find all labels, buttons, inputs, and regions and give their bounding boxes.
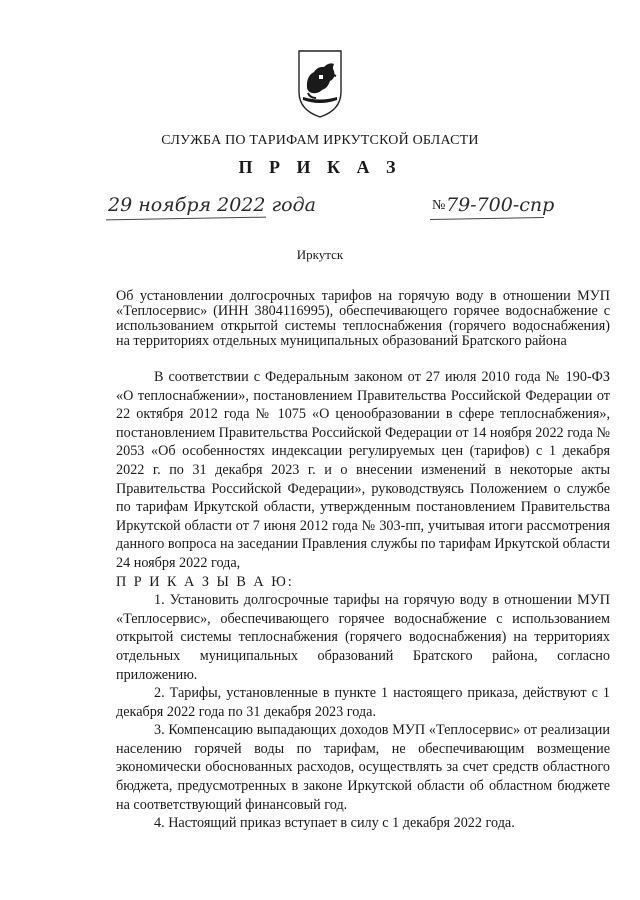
order-item-1: 1. Установить долгосрочные тарифы на горячую воду в отношении МУП «Теплосервис», обеспечивающего горячее водоснабжение с использованием открытой системы теплоснабжения (горячего водоснабжения) на территориях отдельных муниципальных образований Братского района, согласно приложению. bbox=[116, 592, 610, 683]
handwritten-date: 29 ноября 2022 года bbox=[108, 194, 316, 216]
document-body bbox=[116, 368, 610, 833]
date-underline bbox=[106, 217, 266, 221]
order-word: П Р И К А З Ы В А Ю: bbox=[116, 573, 294, 590]
organization-name: СЛУЖБА ПО ТАРИФАМ ИРКУТСКОЙ ОБЛАСТИ bbox=[161, 133, 479, 148]
document-type-title: П Р И К А З bbox=[238, 157, 402, 177]
number-sign: № bbox=[432, 198, 446, 213]
order-item-4: 4. Настоящий приказ вступает в силу с 1 декабря 2022 года. bbox=[154, 815, 515, 832]
city-name: Иркутск bbox=[296, 247, 344, 262]
document-subject: Об установлении долгосрочных тарифов на горячую воду в отношении МУП «Теплосервис» (ИНН 3804116995), обеспечивающего горячее водоснабжение с использованием открытой системы теплоснабжения (горячего водоснабжения) на территориях отдельных муниципальных образований Братского района bbox=[116, 288, 610, 349]
order-item-3: 3. Компенсацию выпадающих доходов МУП «Теплосервис» от реализации населению горячей воды по тарифам, не обеспечивающим возмещение экономически обоснованных расходов, осуществлять за счет средств областного бюджета, предусмотренных в законе Иркутской области об областном бюджете на соответствующий финансовый год. bbox=[116, 722, 610, 813]
preamble-paragraph: В соответствии с Федеральным законом от 27 июля 2010 года № 190-ФЗ «О теплоснабжении», постановлением Правительства Российской Федерации от 22 октября 2012 года № 1075 «О ценообразовании в сфере теплоснабжения», постановлением Правительства Российской Федерации от 14 ноября 2022 года № 2053 «Об особенностях индексации регулируемых цен (тарифов) с 1 декабря 2022 г. по 31 декабря 2023 г. и о внесении изменений в некоторые акты Правительства Российской Федерации», руководствуясь Положением о службе по тарифам Иркутской области, утвержденным постановлением Правительства Иркутской области от 7 июня 2012 года № 303-пп, учитывая итоги рассмотрения данного вопроса на заседании Правления службы по тарифам Иркутской области 24 ноября 2022 года, bbox=[116, 369, 611, 571]
handwritten-number: 79-700-спр bbox=[446, 194, 555, 216]
order-item-2: 2. Тарифы, установленные в пункте 1 настоящего приказа, действуют с 1 декабря 2022 года по 31 декабря 2023 года. bbox=[116, 685, 610, 720]
coat-of-arms-icon bbox=[296, 48, 344, 120]
number-underline bbox=[430, 217, 544, 220]
